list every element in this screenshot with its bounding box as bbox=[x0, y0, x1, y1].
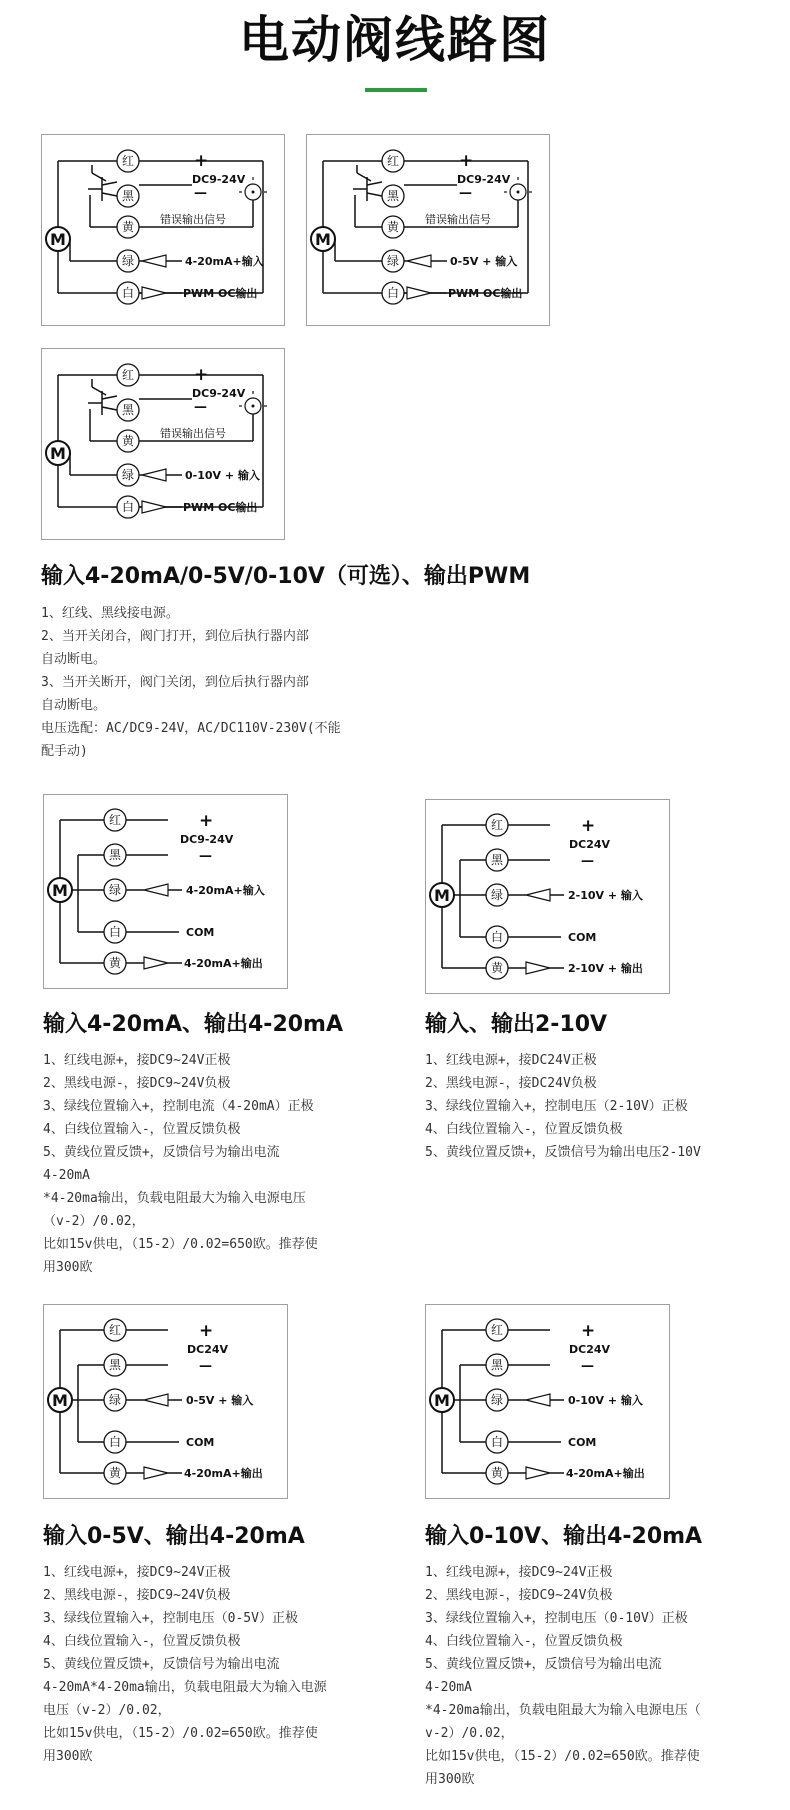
wiring-diagram-4-20ma-pwm bbox=[41, 134, 285, 326]
power-label: DC9-24V bbox=[192, 387, 246, 400]
output-label: PWM OC输出 bbox=[448, 287, 523, 300]
wire-terminal: 白 bbox=[121, 500, 135, 514]
note-line: v-2）/0.02， bbox=[425, 1726, 514, 1741]
note-line: 3、当开关断开，阀门关闭，到位后执行器内部 bbox=[41, 675, 309, 690]
input-label: 4-20mA+输入 bbox=[185, 255, 264, 268]
output-label: PWM OC输出 bbox=[183, 287, 258, 300]
note-line: 4、白线位置输入-，位置反馈负极 bbox=[425, 1634, 623, 1649]
note-line: 1、红线电源+，接DC24V正极 bbox=[425, 1053, 597, 1068]
section-notes bbox=[425, 1049, 701, 1164]
input-label: 0-5V + 输入 bbox=[450, 255, 518, 268]
wire-terminal: 黑 bbox=[386, 189, 400, 203]
input-label: 2-10V + 输入 bbox=[568, 889, 643, 902]
output-label: 4-20mA+输出 bbox=[566, 1467, 645, 1480]
wire-terminal: 黄 bbox=[108, 1466, 122, 1480]
wire-terminal: 红 bbox=[490, 818, 504, 832]
wire-terminal: 红 bbox=[108, 813, 122, 827]
note-line: 1、红线电源+，接DC9~24V正极 bbox=[425, 1565, 613, 1580]
note-line: 1、红线、黑线接电源。 bbox=[41, 606, 179, 621]
motor-symbol: M bbox=[50, 230, 66, 249]
note-line: 用300欧 bbox=[425, 1772, 475, 1787]
wiring-diagram-0-10v-in-4-20ma-out bbox=[425, 1304, 670, 1499]
wire-terminal: 白 bbox=[108, 1435, 122, 1449]
note-line: 2、黑线电源-，接DC24V负极 bbox=[425, 1076, 597, 1091]
wiring-diagram-4-20ma-in-out bbox=[43, 794, 288, 989]
com-label: COM bbox=[186, 1436, 215, 1449]
plus-sign: + bbox=[194, 151, 209, 171]
section-heading: 输入4-20mA/0-5V/0-10V（可选）、输出PWM bbox=[41, 564, 531, 589]
minus-sign: — bbox=[459, 186, 472, 201]
note-line: 电压（v-2）/0.02， bbox=[43, 1703, 171, 1718]
power-label: DC24V bbox=[569, 838, 611, 851]
input-label: 4-20mA+输入 bbox=[186, 884, 265, 897]
plus-sign: + bbox=[459, 151, 474, 171]
section-notes bbox=[43, 1049, 318, 1279]
note-line: 4-20mA bbox=[43, 1168, 90, 1183]
wire-terminal: 黄 bbox=[490, 1466, 504, 1480]
note-line: 4、白线位置输入-，位置反馈负极 bbox=[425, 1122, 623, 1137]
power-label: DC9-24V bbox=[180, 833, 234, 846]
com-label: COM bbox=[568, 931, 597, 944]
note-line: 5、黄线位置反馈+，反馈信号为输出电流 bbox=[43, 1145, 280, 1160]
plus-sign: + bbox=[199, 1321, 214, 1341]
plus-sign: + bbox=[581, 1321, 596, 1341]
section-heading: 输入0-10V、输出4-20mA bbox=[425, 1524, 703, 1549]
note-line: 电压选配：AC/DC9-24V，AC/DC110V-230V(不能 bbox=[41, 721, 341, 736]
note-line: 用300欧 bbox=[43, 1260, 93, 1275]
plus-sign: + bbox=[581, 816, 596, 836]
wire-terminal: 黄 bbox=[121, 434, 135, 448]
wire-terminal: 黄 bbox=[108, 956, 122, 970]
wire-terminal: 绿 bbox=[386, 254, 400, 268]
wire-terminal: 红 bbox=[121, 368, 135, 382]
wire-terminal: 绿 bbox=[490, 1393, 504, 1407]
note-line: 3、绿线位置输入+，控制电流（4-20mA）正极 bbox=[43, 1099, 314, 1114]
output-label: 4-20mA+输出 bbox=[184, 1467, 263, 1480]
wiring-diagram-svg bbox=[307, 135, 549, 325]
wire-terminal: 绿 bbox=[108, 1393, 122, 1407]
note-line: 1、红线电源+，接DC9~24V正极 bbox=[43, 1053, 231, 1068]
minus-sign: — bbox=[194, 186, 207, 201]
note-line: 比如15v供电，（15-2）/0.02=650欧。推荐使 bbox=[425, 1749, 700, 1764]
wire-terminal: 黑 bbox=[121, 189, 135, 203]
note-line: 3、绿线位置输入+，控制电压（0-5V）正极 bbox=[43, 1611, 298, 1626]
section-heading: 输入4-20mA、输出4-20mA bbox=[43, 1012, 344, 1037]
plus-sign: + bbox=[194, 365, 209, 385]
note-line: 4、白线位置输入-，位置反馈负极 bbox=[43, 1634, 241, 1649]
input-label: 0-10V + 输入 bbox=[185, 469, 260, 482]
section-notes bbox=[43, 1561, 327, 1768]
wire-terminal: 绿 bbox=[121, 468, 135, 482]
error-signal-label: 错误输出信号 bbox=[160, 427, 226, 440]
wiring-diagram-svg bbox=[426, 1305, 669, 1498]
minus-sign: — bbox=[199, 1359, 212, 1374]
motor-symbol: M bbox=[315, 230, 331, 249]
wire-terminal: 绿 bbox=[121, 254, 135, 268]
wire-terminal: 黄 bbox=[490, 961, 504, 975]
note-line: 4-20mA*4-20ma输出，负载电阻最大为输入电源 bbox=[43, 1680, 327, 1695]
wire-terminal: 红 bbox=[108, 1323, 122, 1337]
error-signal-label: 错误输出信号 bbox=[425, 213, 491, 226]
section-notes bbox=[41, 602, 341, 763]
power-label: DC24V bbox=[569, 1343, 611, 1356]
power-label: DC9-24V bbox=[457, 173, 511, 186]
wire-terminal: 绿 bbox=[490, 888, 504, 902]
wire-terminal: 白 bbox=[490, 930, 504, 944]
wire-terminal: 黄 bbox=[386, 220, 400, 234]
wire-terminal: 黑 bbox=[490, 1358, 504, 1372]
wire-terminal: 白 bbox=[386, 286, 400, 300]
minus-sign: — bbox=[581, 854, 594, 869]
wire-terminal: 红 bbox=[490, 1323, 504, 1337]
wire-terminal: 白 bbox=[490, 1435, 504, 1449]
motor-symbol: M bbox=[52, 881, 68, 900]
motor-symbol: M bbox=[434, 1391, 450, 1410]
note-line: 3、绿线位置输入+，控制电压（2-10V）正极 bbox=[425, 1099, 688, 1114]
plus-sign: + bbox=[199, 811, 214, 831]
wiring-diagram-svg bbox=[44, 795, 287, 988]
wiring-diagram-svg bbox=[42, 135, 284, 325]
output-label: 2-10V + 输出 bbox=[568, 962, 643, 975]
wiring-diagram-svg bbox=[42, 349, 284, 539]
power-label: DC9-24V bbox=[192, 173, 246, 186]
wire-terminal: 红 bbox=[386, 154, 400, 168]
wiring-diagram-svg bbox=[426, 800, 669, 993]
wire-terminal: 白 bbox=[108, 925, 122, 939]
note-line: 自动断电。 bbox=[41, 698, 107, 713]
note-line: 2、黑线电源-，接DC9~24V负极 bbox=[43, 1588, 231, 1603]
note-line: 自动断电。 bbox=[41, 652, 107, 667]
note-line: 3、绿线位置输入+，控制电压（0-10V）正极 bbox=[425, 1611, 688, 1626]
note-line: 5、黄线位置反馈+，反馈信号为输出电流 bbox=[43, 1657, 280, 1672]
section-notes bbox=[425, 1561, 701, 1791]
minus-sign: — bbox=[194, 400, 207, 415]
note-line: 比如15v供电，（15-2）/0.02=650欧。推荐使 bbox=[43, 1726, 318, 1741]
wire-terminal: 黑 bbox=[108, 848, 122, 862]
note-line: 1、红线电源+，接DC9~24V正极 bbox=[43, 1565, 231, 1580]
output-label: PWM OC输出 bbox=[183, 501, 258, 514]
wiring-diagram-svg bbox=[44, 1305, 287, 1498]
wiring-diagram-2-10v-in-out bbox=[425, 799, 670, 994]
wire-terminal: 黄 bbox=[121, 220, 135, 234]
note-line: 2、黑线电源-，接DC9~24V负极 bbox=[43, 1076, 231, 1091]
note-line: *4-20ma输出，负载电阻最大为输入电源电压（ bbox=[425, 1703, 701, 1718]
wire-terminal: 黑 bbox=[121, 403, 135, 417]
note-line: 用300欧 bbox=[43, 1749, 93, 1764]
error-signal-label: 错误输出信号 bbox=[160, 213, 226, 226]
minus-sign: — bbox=[581, 1359, 594, 1374]
note-line: 2、当开关闭合，阀门打开，到位后执行器内部 bbox=[41, 629, 309, 644]
motor-symbol: M bbox=[50, 444, 66, 463]
wiring-diagram-0-5v-pwm bbox=[306, 134, 550, 326]
com-label: COM bbox=[186, 926, 215, 939]
note-line: 2、黑线电源-，接DC9~24V负极 bbox=[425, 1588, 613, 1603]
minus-sign: — bbox=[199, 849, 212, 864]
input-label: 0-5V + 输入 bbox=[186, 1394, 254, 1407]
wire-terminal: 绿 bbox=[108, 883, 122, 897]
note-line: 比如15v供电，（15-2）/0.02=650欧。推荐使 bbox=[43, 1237, 318, 1252]
wire-terminal: 黑 bbox=[108, 1358, 122, 1372]
note-line: 5、黄线位置反馈+，反馈信号为输出电压2-10V bbox=[425, 1145, 701, 1160]
note-line: 配手动) bbox=[41, 744, 88, 759]
motor-symbol: M bbox=[52, 1391, 68, 1410]
motor-symbol: M bbox=[434, 886, 450, 905]
wire-terminal: 黑 bbox=[490, 853, 504, 867]
note-line: 4-20mA bbox=[425, 1680, 472, 1695]
input-label: 0-10V + 输入 bbox=[568, 1394, 643, 1407]
page-title: 电动阀线路图 bbox=[239, 11, 551, 69]
title-underline bbox=[365, 88, 427, 92]
note-line: 4、白线位置输入-，位置反馈负极 bbox=[43, 1122, 241, 1137]
section-heading: 输入0-5V、输出4-20mA bbox=[43, 1524, 305, 1549]
section-heading: 输入、输出2-10V bbox=[425, 1012, 608, 1037]
output-label: 4-20mA+输出 bbox=[184, 957, 263, 970]
com-label: COM bbox=[568, 1436, 597, 1449]
wiring-diagram-0-10v-pwm bbox=[41, 348, 285, 540]
note-line: 5、黄线位置反馈+，反馈信号为输出电流 bbox=[425, 1657, 662, 1672]
note-line: *4-20ma输出，负载电阻最大为输入电源电压 bbox=[43, 1191, 306, 1206]
power-label: DC24V bbox=[187, 1343, 229, 1356]
wire-terminal: 白 bbox=[121, 286, 135, 300]
note-line: （v-2）/0.02， bbox=[43, 1214, 145, 1229]
wire-terminal: 红 bbox=[121, 154, 135, 168]
wiring-diagram-0-5v-in-4-20ma-out bbox=[43, 1304, 288, 1499]
